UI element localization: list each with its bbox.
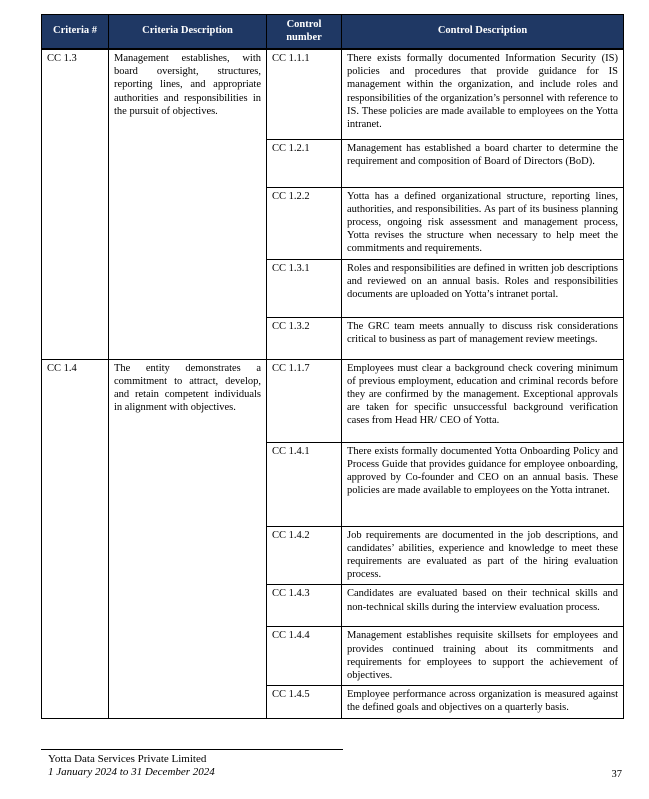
control-desc-cell: Yotta has a defined organizational structure, reporting lines, authorities, and responsibilities. As part of its business planning process, ongoing risk assessment and management process, Yotta revises the structure when necessary to help meet the commitments and requirements. [342,187,624,259]
table-row [42,49,624,139]
col-header-control-description: Control Description [342,15,624,50]
control-id-cell: CC 1.4.5 [267,686,342,719]
control-id-cell: CC 1.4.4 [267,627,342,686]
control-id-cell: CC 1.1.7 [267,359,342,442]
col-header-criteria-description: Criteria Description [109,15,267,50]
control-desc-cell: Candidates are evaluated based on their technical skills and non-technical skills during the interview evaluation process. [342,585,624,627]
criteria-id-cell: CC 1.4 [42,359,109,719]
footer-divider [41,749,343,750]
control-id-cell: CC 1.2.2 [267,187,342,259]
criteria-desc-cell: Management establishes, with board oversight, structures, reporting lines, and appropriate authorities and responsibilities in the pursuit of objectives. [109,49,267,359]
control-id-cell: CC 1.1.1 [267,49,342,139]
control-desc-cell: There exists formally documented Information Security (IS) policies and procedures that provide guidance for IS management within the organization, and include roles and responsibilities of the organization’s personnel with reference to IS. These policies are made available to employees on the Yotta intranet. [342,49,624,139]
table-header-row [42,15,624,50]
control-id-cell: CC 1.4.3 [267,585,342,627]
control-id-cell: CC 1.4.1 [267,442,342,526]
control-desc-cell: Management establishes requisite skillsets for employees and provides continued training about its commitments and requirements for employees to support the achievement of objectives. [342,627,624,686]
control-id-cell: CC 1.3.2 [267,317,342,359]
footer-report-period: 1 January 2024 to 31 December 2024 [48,766,215,778]
control-desc-cell: Employee performance across organization is measured against the defined goals and objectives on a quarterly basis. [342,686,624,719]
page-number: 37 [611,769,622,780]
control-desc-cell: There exists formally documented Yotta Onboarding Policy and Process Guide that provides guidance for employee onboarding, approved by Co-founder and CEO on an annual basis. These policies are made available to employees on the Yotta intranet. [342,442,624,526]
col-header-criteria-id: Criteria # [42,15,109,50]
control-desc-cell: Management has established a board charter to determine the requirement and composition of Board of Directors (BoD). [342,139,624,187]
footer-company: Yotta Data Services Private Limited [48,753,207,765]
control-id-cell: CC 1.4.2 [267,526,342,585]
criteria-id-cell: CC 1.3 [42,49,109,359]
control-id-cell: CC 1.2.1 [267,139,342,187]
control-desc-cell: Employees must clear a background check covering minimum of previous employment, education and criminal records before they are confirmed by the management. Exceptional approvals are taken for specific unsuccessful background verification cases from Head HR/ CEO of Yotta. [342,359,624,442]
table-row [42,359,624,442]
controls-table [41,14,624,719]
control-desc-cell: The GRC team meets annually to discuss risk considerations critical to business as part of management review meetings. [342,317,624,359]
criteria-desc-cell: The entity demonstrates a commitment to attract, develop, and retain competent individuals in alignment with objectives. [109,359,267,719]
control-desc-cell: Roles and responsibilities are defined in written job descriptions and reviewed on an annual basis. Roles and responsibilities documents are uploaded on Yotta’s intranet portal. [342,259,624,317]
control-desc-cell: Job requirements are documented in the job descriptions, and candidates’ abilities, experience and knowledge to meet these requirements are evaluated as part of the hiring evaluation process. [342,526,624,585]
col-header-control-number: Control number [267,15,342,50]
control-id-cell: CC 1.3.1 [267,259,342,317]
